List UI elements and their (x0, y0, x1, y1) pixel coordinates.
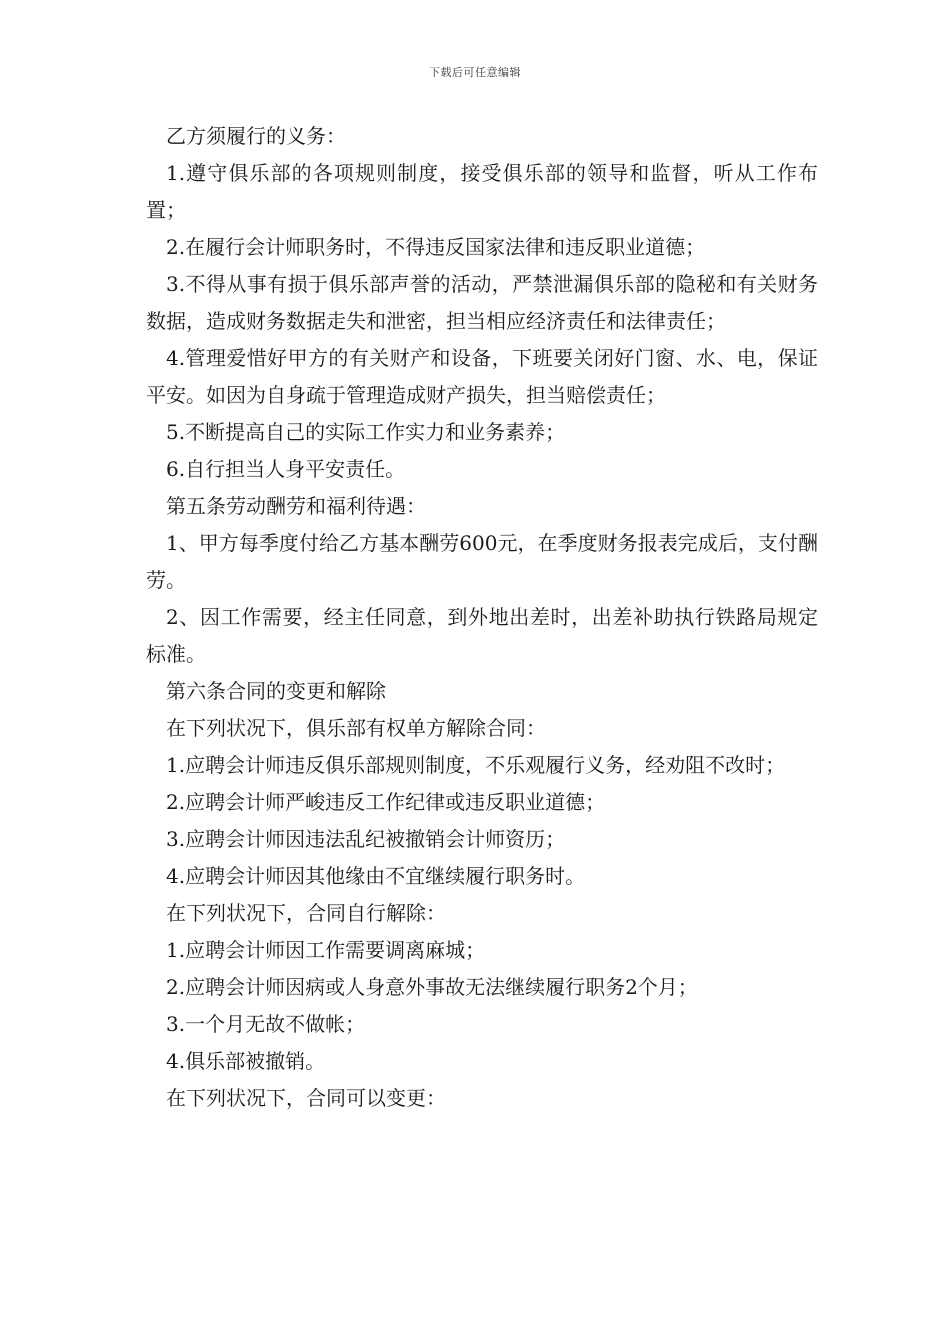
paragraph-contract-change-heading: 在下列状况下，合同可以变更： (166, 1086, 446, 1110)
paragraph-unilateral-termination-1: 1.应聘会计师违反俱乐部规则制度，不乐观履行义务，经劝阻不改时； (166, 753, 786, 777)
page-header: 下载后可任意编辑 (429, 66, 521, 79)
paragraph-pay-1: 1、甲方每季度付给乙方基本酬劳600元，在季度财务报表完成后，支付酬劳。 (146, 531, 818, 592)
paragraph-unilateral-termination-2: 2.应聘会计师严峻违反工作纪律或违反职业道德； (166, 790, 606, 814)
article-5-heading: 第五条劳动酬劳和福利待遇： (166, 494, 426, 518)
paragraph-obligation-1: 1.遵守俱乐部的各项规则制度，接受俱乐部的领导和监督，听从工作布置； (146, 161, 818, 222)
paragraph-automatic-termination-1: 1.应聘会计师因工作需要调离麻城； (166, 938, 486, 962)
paragraph-obligation-3: 3.不得从事有损于俱乐部声誉的活动，严禁泄漏俱乐部的隐秘和有关财务数据，造成财务数据走失和泄密，担当相应经济责任和法律责任； (146, 272, 818, 333)
paragraph-obligation-4: 4.管理爱惜好甲方的有关财产和设备，下班要关闭好门窗、水、电，保证平安。如因为自身疏于管理造成财产损失，担当赔偿责任； (146, 346, 818, 407)
paragraph-obligations-heading: 乙方须履行的义务： (166, 124, 346, 148)
paragraph-pay-2: 2、因工作需要，经主任同意，到外地出差时，出差补助执行铁路局规定标准。 (146, 605, 818, 666)
paragraph-automatic-termination-4: 4.俱乐部被撤销。 (166, 1049, 326, 1073)
paragraph-obligation-6: 6.自行担当人身平安责任。 (166, 457, 406, 481)
paragraph-automatic-termination-2: 2.应聘会计师因病或人身意外事故无法继续履行职务2个月； (166, 975, 698, 999)
paragraph-unilateral-termination-3: 3.应聘会计师因违法乱纪被撤销会计师资历； (166, 827, 566, 851)
paragraph-obligation-5: 5.不断提高自己的实际工作实力和业务素养； (166, 420, 566, 444)
paragraph-unilateral-termination-heading: 在下列状况下，俱乐部有权单方解除合同： (166, 716, 546, 740)
article-6-heading: 第六条合同的变更和解除 (166, 679, 386, 703)
paragraph-automatic-termination-heading: 在下列状况下，合同自行解除： (166, 901, 446, 925)
paragraph-unilateral-termination-4: 4.应聘会计师因其他缘由不宜继续履行职务时。 (166, 864, 586, 888)
paragraph-automatic-termination-3: 3.一个月无故不做帐； (166, 1012, 366, 1036)
paragraph-obligation-2: 2.在履行会计师职务时，不得违反国家法律和违反职业道德； (166, 235, 706, 259)
document-body (146, 118, 818, 1117)
